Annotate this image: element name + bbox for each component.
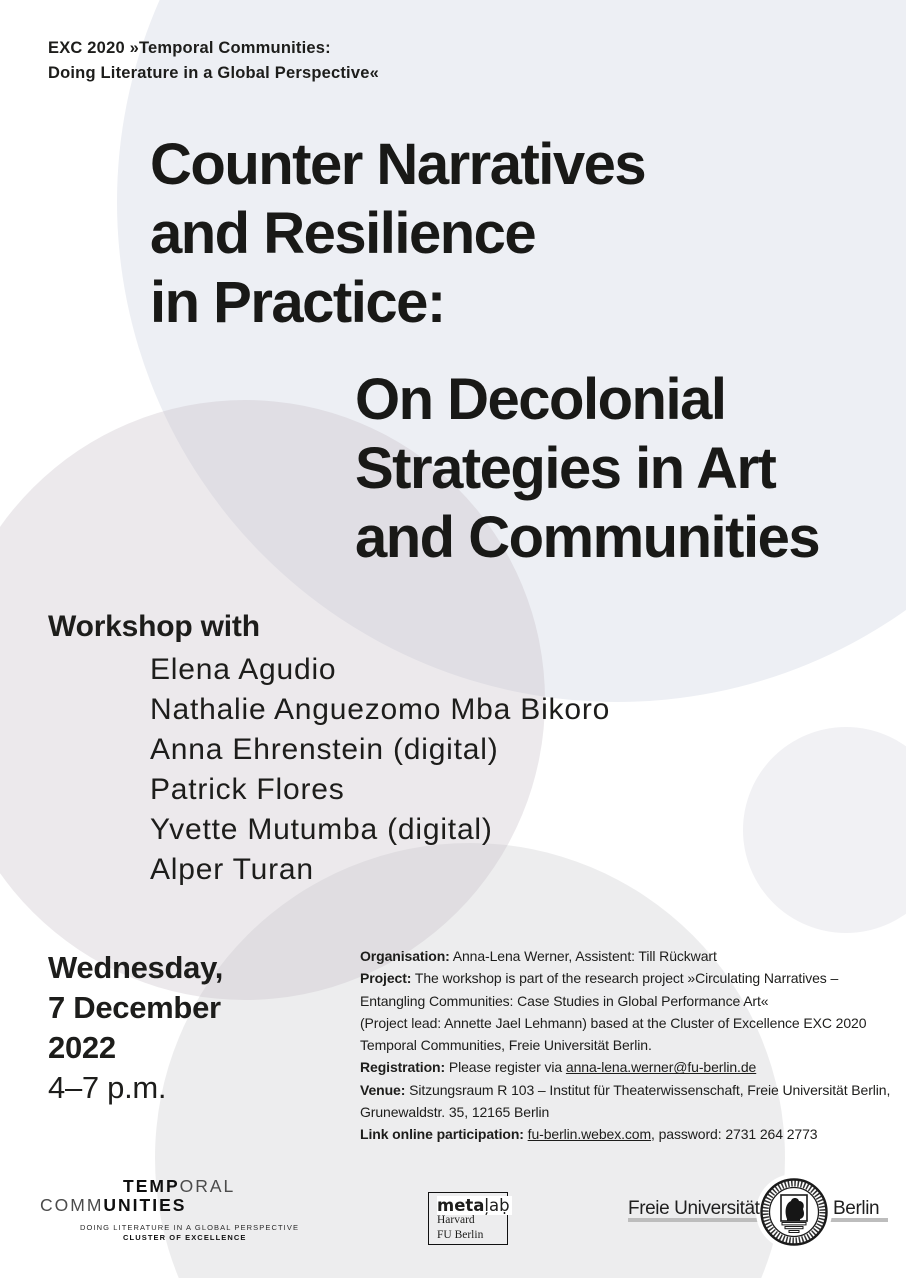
venue-label: Venue:: [360, 1081, 406, 1098]
title-counter-narratives: [150, 130, 645, 337]
event-details: [360, 945, 896, 1146]
metalab-word-bold: meta: [437, 1196, 485, 1215]
organisation-text: Anna-Lena Werner, Assistent: Till Rückwart: [449, 948, 717, 964]
title-line: and Communities: [355, 505, 820, 570]
subtitle-decolonial-strategies: [355, 365, 819, 572]
metalab-fu-berlin-label: FU Berlin: [437, 1229, 484, 1241]
detail-registration: [360, 1056, 896, 1078]
tc-line1-bold: TEMP: [123, 1176, 180, 1196]
fu-logo-text-right: Berlin: [833, 1198, 880, 1219]
participant: Anna Ehrenstein (digital): [150, 733, 499, 766]
tc-logo-tagline: DOING LITERATURE IN A GLOBAL PERSPECTIVE: [80, 1223, 300, 1232]
workshop-with-heading: Workshop with: [48, 610, 260, 643]
participant: Nathalie Anguezomo Mba Bikoro: [150, 693, 611, 726]
event-weekday: Wednesday,: [48, 950, 224, 985]
metalab-wordmark: [437, 1196, 512, 1215]
tc-line1-light: ORAL: [179, 1176, 236, 1196]
event-time: 4–7 p.m.: [48, 1070, 167, 1105]
detail-project-1: [360, 967, 896, 989]
title-line: Strategies in Art: [355, 436, 776, 501]
registration-text: Please register via: [445, 1059, 566, 1076]
participant: Elena Agudio: [150, 653, 337, 686]
header-line-2: Doing Literature in a Global Perspective«: [48, 64, 379, 82]
detail-venue-2: Grunewaldstr. 35, 12165 Berlin: [360, 1104, 550, 1121]
online-link-password: , password: 2731 264 2773: [651, 1126, 818, 1143]
participant: Alper Turan: [150, 853, 314, 886]
registration-email-link[interactable]: anna-lena.werner@fu-berlin.de: [565, 1059, 757, 1076]
participants-list: [150, 650, 610, 890]
header-cluster-line: [48, 36, 379, 86]
metalab-word-light: ļaḅ: [484, 1196, 510, 1215]
participant: Patrick Flores: [150, 773, 345, 806]
event-year: 2022: [48, 1030, 116, 1065]
participant: Yvette Mutumba (digital): [150, 813, 493, 846]
registration-label: Registration:: [360, 1059, 446, 1076]
detail-organisation: [360, 945, 896, 967]
title-line: and Resilience: [150, 201, 536, 266]
detail-venue-1: [360, 1079, 896, 1101]
detail-project-2: Entangling Communities: Case Studies in Global Performance Art«: [360, 992, 769, 1009]
project-text-1: The workshop is part of the research project »Circulating Narratives –: [411, 970, 839, 987]
circle-right-edge: [743, 727, 906, 933]
metalab-harvard-label: Harvard: [437, 1214, 475, 1226]
fu-logo-text-left: Freie Universität: [628, 1198, 760, 1219]
tc-line2-light: COMM: [40, 1195, 104, 1215]
title-line: Counter Narratives: [150, 132, 646, 197]
webex-link[interactable]: fu-berlin.webex.com: [527, 1126, 652, 1143]
detail-project-3: (Project lead: Annette Jael Lehmann) based at the Cluster of Excellence EXC 2020: [360, 1014, 867, 1031]
event-datetime: [48, 948, 223, 1108]
tc-logo-line1: [123, 1176, 235, 1197]
venue-text-1: Sitzungsraum R 103 – Institut für Theaterwissenschaft, Freie Universität Berlin,: [405, 1081, 891, 1098]
project-label: Project:: [360, 970, 412, 987]
tc-logo-cluster-line: CLUSTER OF EXCELLENCE: [123, 1233, 247, 1242]
header-line-1: EXC 2020 »Temporal Communities:: [48, 39, 331, 57]
organisation-label: Organisation:: [360, 948, 450, 964]
tc-line2-bold: UNITIES: [103, 1195, 187, 1215]
event-date: 7 December: [48, 990, 221, 1025]
title-line: in Practice:: [150, 270, 445, 335]
online-link-label: Link online participation:: [360, 1126, 524, 1143]
title-line: On Decolonial: [355, 367, 726, 432]
detail-online-link: [360, 1123, 896, 1145]
tc-logo-line2: [40, 1195, 186, 1216]
fu-university-seal-icon: [760, 1178, 828, 1246]
detail-project-4: Temporal Communities, Freie Universität Berlin.: [360, 1037, 652, 1054]
